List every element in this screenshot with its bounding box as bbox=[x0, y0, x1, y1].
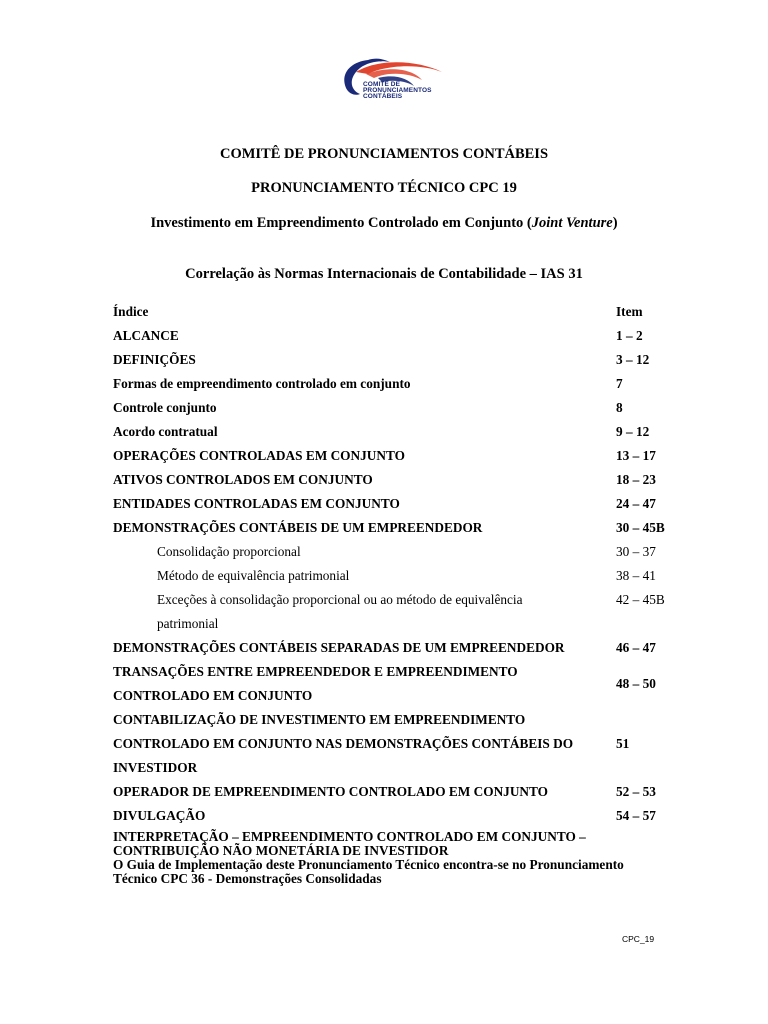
toc-item: 13 – 17 bbox=[616, 448, 656, 463]
toc-row[interactable] bbox=[113, 516, 673, 540]
toc-label-line: Exceções à consolidação proporcional ou ao método de equivalência bbox=[157, 592, 523, 607]
toc-item: 46 – 47 bbox=[616, 640, 656, 655]
logo-line: COMITÊ DE bbox=[363, 81, 401, 88]
item-header: Item bbox=[616, 304, 643, 319]
toc-label: ENTIDADES CONTROLADAS EM CONJUNTO bbox=[113, 496, 400, 511]
toc-label: ALCANCE bbox=[113, 328, 179, 343]
guide-line: Técnico CPC 36 - Demonstrações Consolidadas bbox=[113, 871, 382, 886]
toc-label-line: INVESTIDOR bbox=[113, 760, 198, 775]
table-of-contents bbox=[113, 300, 673, 886]
toc-row[interactable] bbox=[113, 372, 673, 396]
toc-label bbox=[113, 660, 518, 708]
guide-line: O Guia de Implementação deste Pronunciamento Técnico encontra-se no Pronunciamento bbox=[113, 857, 624, 872]
subject-end: ) bbox=[612, 215, 618, 231]
toc-item: 7 bbox=[616, 376, 623, 391]
toc-label: DEFINIÇÕES bbox=[113, 352, 196, 367]
toc-item: 38 – 41 bbox=[616, 568, 656, 583]
toc-label: Acordo contratual bbox=[113, 424, 218, 439]
toc-item: 48 – 50 bbox=[616, 676, 656, 691]
toc-label: DIVULGAÇÃO bbox=[113, 808, 206, 823]
correlation-title: Correlação às Normas Internacionais de Contabilidade – IAS 31 bbox=[185, 266, 583, 282]
toc-row[interactable] bbox=[113, 492, 673, 516]
toc-label-line: CONTROLADO EM CONJUNTO NAS DEMONSTRAÇÕES CONTÁBEIS DO bbox=[113, 736, 574, 751]
toc-item: 30 – 45B bbox=[616, 520, 665, 535]
org-title: COMITÊ DE PRONUNCIAMENTOS CONTÁBEIS bbox=[219, 146, 549, 162]
implementation-guide-note bbox=[113, 858, 673, 886]
subject-italic: Joint Venture bbox=[531, 215, 613, 231]
toc-row[interactable] bbox=[113, 780, 673, 804]
subject-main: Investimento em Empreendimento Controlado em Conjunto ( bbox=[150, 215, 532, 231]
toc-item: 1 – 2 bbox=[616, 328, 643, 343]
toc-subrow[interactable] bbox=[113, 588, 673, 636]
toc-label-line: patrimonial bbox=[157, 616, 219, 631]
toc-label: ATIVOS CONTROLADOS EM CONJUNTO bbox=[113, 472, 373, 487]
toc-header-row bbox=[113, 300, 673, 324]
cpc-logo bbox=[338, 52, 454, 114]
toc-subrow[interactable] bbox=[113, 564, 673, 588]
toc-label: OPERAÇÕES CONTROLADAS EM CONJUNTO bbox=[113, 448, 405, 463]
toc-row[interactable] bbox=[113, 396, 673, 420]
toc-label: DEMONSTRAÇÕES CONTÁBEIS DE UM EMPREENDEDOR bbox=[113, 520, 483, 535]
toc-label: Formas de empreendimento controlado em conjunto bbox=[113, 376, 411, 391]
subject-title bbox=[0, 215, 768, 232]
logo-text bbox=[363, 82, 432, 100]
toc-label: DEMONSTRAÇÕES CONTÁBEIS SEPARADAS DE UM EMPREENDEDOR bbox=[113, 640, 565, 655]
toc-label bbox=[157, 588, 523, 636]
page-footer-code: CPC_19 bbox=[622, 934, 655, 944]
toc-row[interactable] bbox=[113, 660, 673, 708]
toc-row[interactable] bbox=[113, 444, 673, 468]
toc-label: Consolidação proporcional bbox=[157, 544, 301, 559]
toc-item: 54 – 57 bbox=[616, 808, 656, 823]
pronouncement-title: PRONUNCIAMENTO TÉCNICO CPC 19 bbox=[251, 180, 517, 196]
toc-label-line: TRANSAÇÕES ENTRE EMPREENDEDOR E EMPREENDIMENTO bbox=[113, 664, 518, 679]
toc-item: 18 – 23 bbox=[616, 472, 656, 487]
toc-label-line: CONTROLADO EM CONJUNTO bbox=[113, 688, 313, 703]
toc-subrow[interactable] bbox=[113, 540, 673, 564]
toc-label: Controle conjunto bbox=[113, 400, 217, 415]
logo-line: PRONUNCIAMENTOS bbox=[363, 87, 432, 94]
toc-item: 30 – 37 bbox=[616, 544, 656, 559]
toc-item: 52 – 53 bbox=[616, 784, 656, 799]
toc-row[interactable] bbox=[113, 348, 673, 372]
interpretation-line: CONTRIBUIÇÃO NÃO MONETÁRIA DE INVESTIDOR bbox=[113, 843, 449, 858]
toc-row[interactable] bbox=[113, 468, 673, 492]
toc-row[interactable] bbox=[113, 324, 673, 348]
interpretation-heading[interactable] bbox=[113, 830, 673, 858]
toc-label bbox=[113, 708, 573, 780]
toc-label: OPERADOR DE EMPREENDIMENTO CONTROLADO EM CONJUNTO bbox=[113, 784, 549, 799]
toc-label-line: CONTABILIZAÇÃO DE INVESTIMENTO EM EMPREENDIMENTO bbox=[113, 712, 526, 727]
toc-item: 8 bbox=[616, 400, 623, 415]
logo-line: CONTÁBEIS bbox=[363, 93, 403, 100]
toc-row[interactable] bbox=[113, 420, 673, 444]
toc-row[interactable] bbox=[113, 708, 673, 780]
toc-item: 51 bbox=[616, 736, 630, 751]
toc-label: Método de equivalência patrimonial bbox=[157, 568, 350, 583]
interpretation-line: INTERPRETAÇÃO – EMPREENDIMENTO CONTROLADO EM CONJUNTO – bbox=[113, 829, 586, 844]
toc-row[interactable] bbox=[113, 804, 673, 828]
toc-item: 42 – 45B bbox=[616, 592, 665, 607]
index-header: Índice bbox=[113, 304, 149, 319]
toc-item: 24 – 47 bbox=[616, 496, 656, 511]
toc-row[interactable] bbox=[113, 636, 673, 660]
toc-item: 3 – 12 bbox=[616, 352, 650, 367]
toc-item: 9 – 12 bbox=[616, 424, 650, 439]
